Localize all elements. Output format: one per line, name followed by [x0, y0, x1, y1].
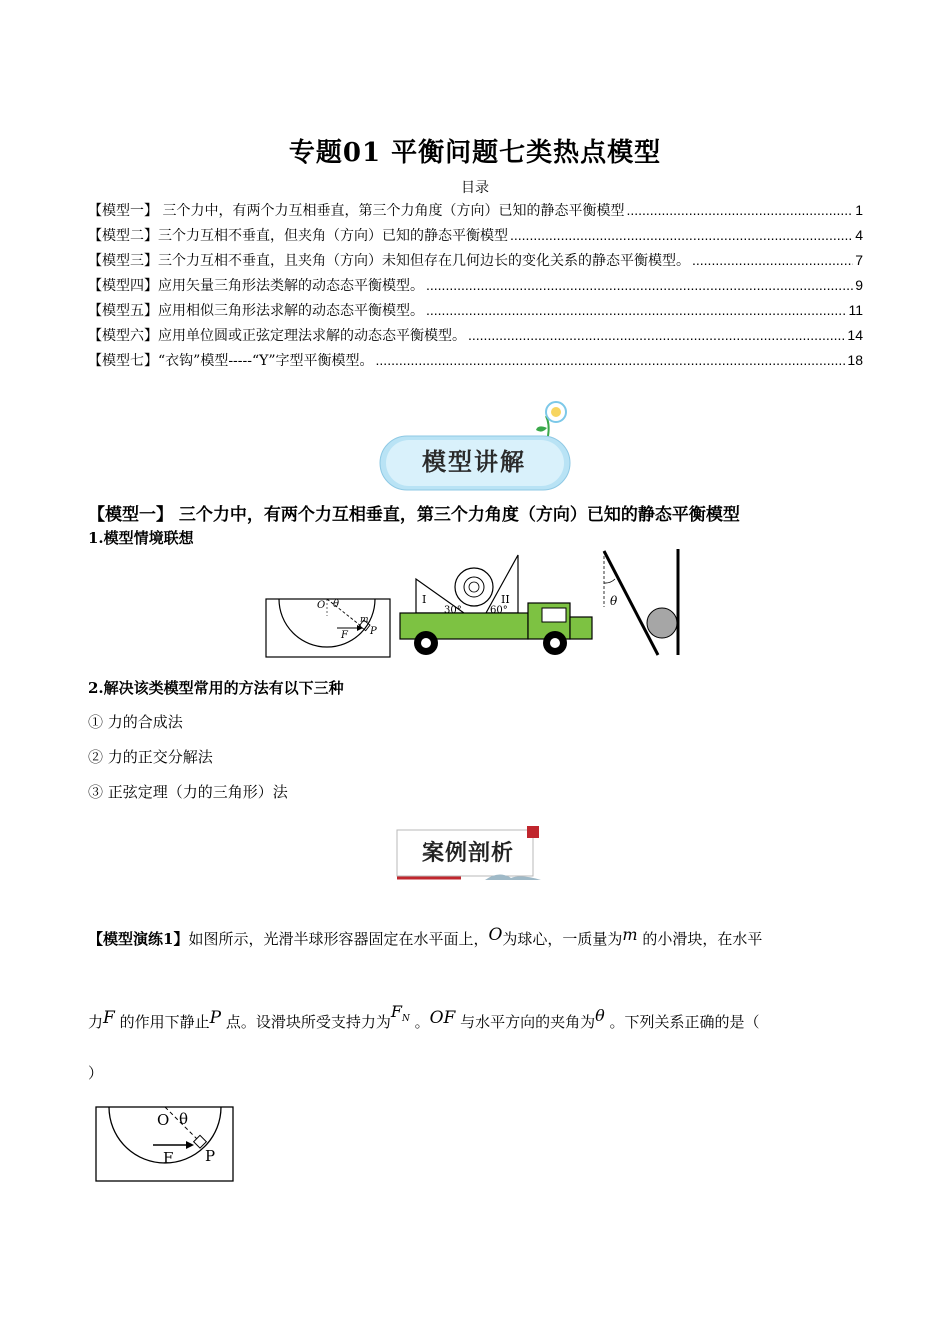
toc-page-number: 14 [847, 327, 863, 343]
toc-item[interactable]: 【模型六】应用单位圆或正弦定理法求解的动态态平衡模型。 ..... 14 [88, 325, 863, 350]
toc-page-number: 7 [855, 252, 863, 268]
toc-page-number: 9 [855, 277, 863, 293]
section-banner-label: 模型讲解 [422, 448, 526, 476]
label-30deg: 30° [444, 605, 462, 616]
method-item: ② 力的正交分解法 [88, 748, 213, 766]
label-theta: θ [179, 1110, 189, 1128]
symbol-F: F [103, 1008, 115, 1028]
label-I: I [422, 593, 427, 606]
toc-item[interactable]: 【模型四】应用矢量三角形法类解的动态态平衡模型。 ..... 9 [88, 275, 863, 300]
exercise-line-2: 力F 的作用下静止P 点。设滑块所受支持力为$F_N$ 。OF 与水平方向的夹角为θ 。下列关系正确的是（ [88, 1002, 760, 1031]
toc-item[interactable]: 【模型三】三个力互相不垂直，且夹角（方向）未知但存在几何边长的变化关系的静态平衡模型。 ..... 7 [88, 250, 863, 275]
label-F: F [163, 1149, 174, 1167]
toc-item[interactable]: 【模型七】“衣钩”模型-----“Y”字型平衡模型。 ..... 18 [88, 350, 863, 375]
exercise-line-1: 【模型演练1】如图所示，光滑半球形容器固定在水平面上，O为球心，一质量为m 的小滑块，在水平 [88, 925, 763, 948]
method-item: ① 力的合成法 [88, 713, 183, 731]
subheading-methods: 2.解决该类模型常用的方法有以下三种 [88, 679, 344, 697]
label-F: F [341, 630, 348, 641]
label-P: P [370, 626, 377, 637]
label-II: II [501, 593, 510, 606]
toc-page-number: 11 [848, 302, 863, 318]
exercise-bowl-figure [95, 1105, 235, 1183]
label-O: O [317, 600, 326, 611]
ball-wall-board-figure [600, 547, 684, 659]
exercise-tag: 【模型演练1】 [88, 930, 189, 948]
method-item: ③ 正弦定理（力的三角形）法 [88, 783, 288, 801]
label-theta: θ [333, 599, 340, 610]
toc-heading: 目录 [461, 180, 489, 196]
label-60deg: 60° [490, 605, 508, 616]
toc-page-number: 4 [855, 227, 863, 243]
case-banner-label: 案例剖析 [421, 841, 514, 866]
truck-cylinder-figure [398, 551, 598, 659]
symbol-FN: $F_N$ [390, 1002, 410, 1025]
model1-heading: 【模型一】 三个力中，有两个力互相垂直，第三个力角度（方向）已知的静态平衡模型 [88, 505, 740, 525]
table-of-contents [88, 200, 863, 375]
subheading-scenario: 1.模型情境联想 [88, 529, 194, 547]
label-m: m [360, 615, 369, 625]
symbol-theta: θ [595, 1006, 605, 1025]
symbol-P: P [209, 1008, 222, 1028]
symbol-O: O [488, 925, 503, 945]
exercise-line-3: ） [88, 1064, 104, 1082]
toc-item[interactable]: 【模型五】应用相似三角形法求解的动态态平衡模型。 ..... 11 [88, 300, 863, 325]
toc-page-number: 1 [855, 202, 863, 218]
toc-page-number: 18 [847, 352, 863, 368]
symbol-OF: OF [429, 1008, 456, 1028]
toc-item[interactable]: 【模型一】 三个力中，有两个力互相垂直，第三个力角度（方向）已知的静态平衡模型 ..... 1 [88, 200, 863, 225]
symbol-m: m [622, 925, 638, 944]
hemisphere-bowl-figure [265, 592, 391, 658]
label-theta-board: θ [610, 594, 618, 608]
toc-item[interactable]: 【模型二】三个力互相不垂直，但夹角（方向）已知的静态平衡模型 ..... 4 [88, 225, 863, 250]
label-O: O [157, 1111, 170, 1129]
page-title: 专题01 平衡问题七类热点模型 [288, 138, 662, 168]
label-P: P [205, 1147, 216, 1165]
